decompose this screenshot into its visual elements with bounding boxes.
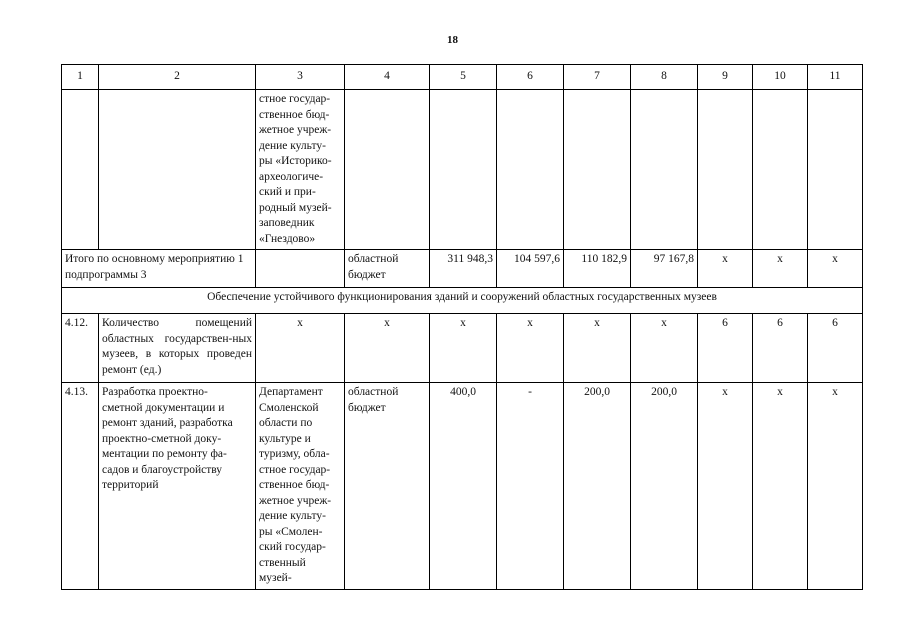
table-cell — [564, 90, 631, 250]
indicator-cell: х — [753, 250, 808, 288]
program-table — [61, 64, 863, 590]
indicator-cell: х — [808, 250, 863, 288]
col-header-7: 7 — [564, 65, 631, 90]
table-cell — [430, 90, 497, 250]
col-header-9: 9 — [698, 65, 753, 90]
amount-year-1: - — [497, 383, 564, 590]
section-row — [62, 288, 863, 314]
table-cell: х — [345, 314, 430, 383]
table-cell: х — [256, 314, 345, 383]
executor-cell: стное государ- ственное бюд- жетное учреж- дение культу- ры «Историко- археологиче- ский и при- родный музей- заповедник «Гнездово» — [256, 90, 345, 250]
amount-year-2: 110 182,9 — [564, 250, 631, 288]
table-cell — [345, 90, 430, 250]
row-number: 4.13. — [62, 383, 99, 590]
table-cell — [698, 90, 753, 250]
indicator-cell: х — [753, 383, 808, 590]
total-label: Итого по основному мероприятию 1 подпрограммы 3 — [62, 250, 256, 288]
col-header-1: 1 — [62, 65, 99, 90]
table-cell — [256, 250, 345, 288]
col-header-6: 6 — [497, 65, 564, 90]
indicator-cell: 6 — [753, 314, 808, 383]
amount-year-2: 200,0 — [564, 383, 631, 590]
table-cell: х — [564, 314, 631, 383]
page-number: 18 — [447, 34, 458, 46]
table-cell: х — [430, 314, 497, 383]
col-header-2: 2 — [99, 65, 256, 90]
col-header-5: 5 — [430, 65, 497, 90]
amount-year-1: 104 597,6 — [497, 250, 564, 288]
activity-description: Количество помещений областных государствен-ных музеев, в которых проведен ремонт (ед.) — [99, 314, 256, 383]
col-header-3: 3 — [256, 65, 345, 90]
table-row — [62, 383, 863, 590]
table-cell — [808, 90, 863, 250]
indicator-cell: х — [698, 383, 753, 590]
indicator-cell: х — [698, 250, 753, 288]
col-header-8: 8 — [631, 65, 698, 90]
header-row — [62, 65, 863, 90]
indicator-cell: 6 — [698, 314, 753, 383]
executor-cell: Департамент Смоленской области по культуре и туризму, обла- стное государ- ственное бюд- жетное учреж- дение культу- ры «Смолен- ский государ- ственный музей- — [256, 383, 345, 590]
activity-description: Разработка проектно- сметной документации и ремонт зданий, разработка проектно-сметной доку- ментации по ремонту фа- садов и благоустройству территорий — [99, 383, 256, 590]
table-cell — [753, 90, 808, 250]
amount-year-3: 200,0 — [631, 383, 698, 590]
col-header-4: 4 — [345, 65, 430, 90]
table-cell — [631, 90, 698, 250]
amount-year-3: 97 167,8 — [631, 250, 698, 288]
funding-source: областной бюджет — [345, 383, 430, 590]
table-cell — [99, 90, 256, 250]
amount-total: 400,0 — [430, 383, 497, 590]
funding-source: областной бюджет — [345, 250, 430, 288]
table-cell: х — [631, 314, 698, 383]
amount-total: 311 948,3 — [430, 250, 497, 288]
section-title: Обеспечение устойчивого функционирования зданий и сооружений областных государственных музеев — [62, 288, 863, 314]
table-cell: х — [497, 314, 564, 383]
total-row — [62, 250, 863, 288]
col-header-10: 10 — [753, 65, 808, 90]
table-cell — [497, 90, 564, 250]
indicator-cell: 6 — [808, 314, 863, 383]
table-row — [62, 90, 863, 250]
table-row — [62, 314, 863, 383]
indicator-cell: х — [808, 383, 863, 590]
row-number: 4.12. — [62, 314, 99, 383]
col-header-11: 11 — [808, 65, 863, 90]
table-cell — [62, 90, 99, 250]
